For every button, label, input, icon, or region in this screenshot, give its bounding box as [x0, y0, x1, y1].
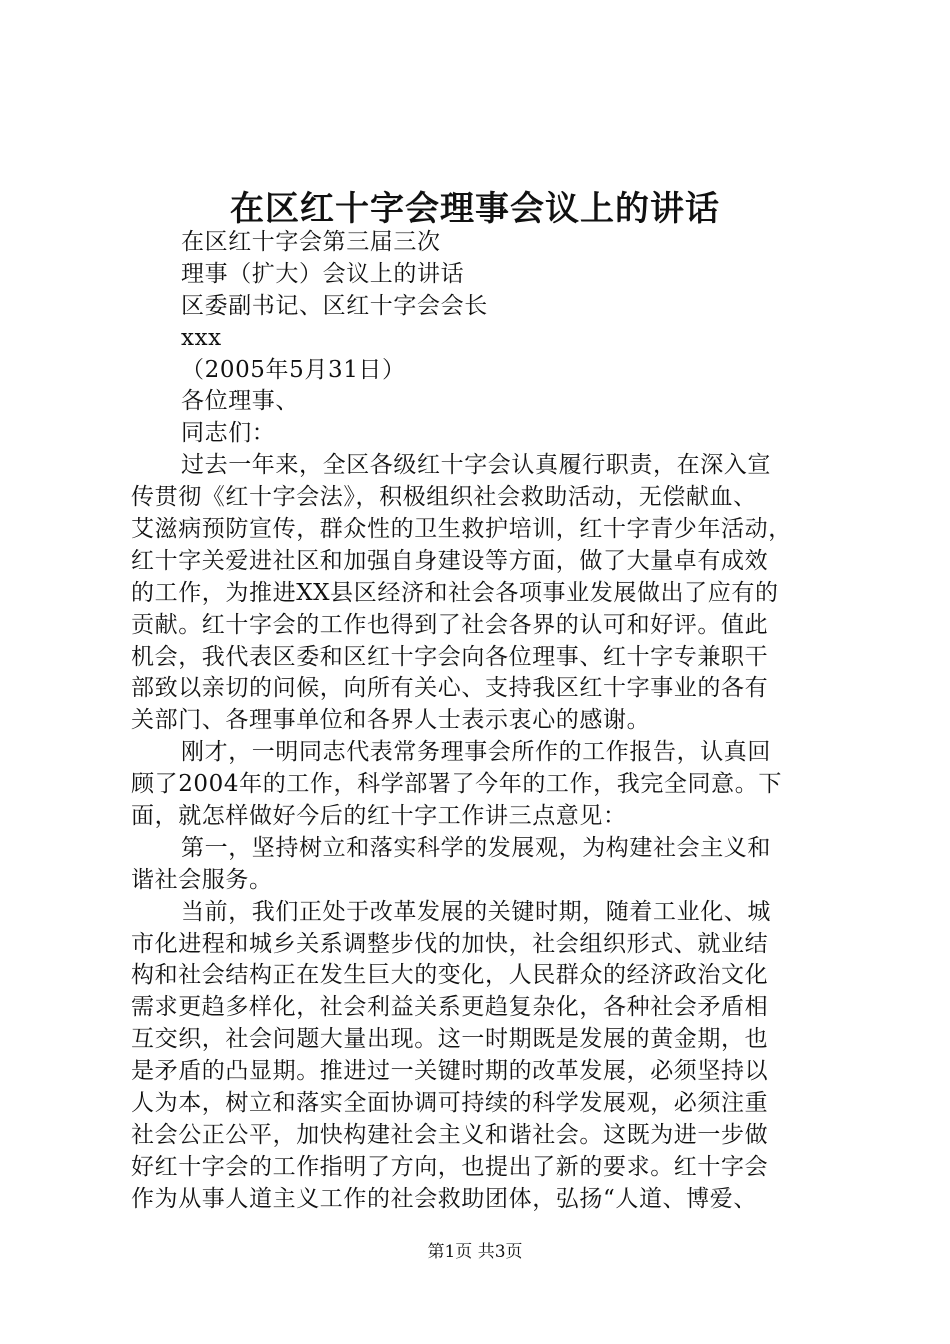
- paragraph-line: 贡献。红十字会的工作也得到了社会各界的认可和好评。值此: [131, 611, 769, 638]
- header-line: （2005年5月31日）: [181, 356, 406, 383]
- paragraph-line: 的工作，为推进XX县区经济和社会各项事业发展做出了应有的: [131, 579, 779, 606]
- header-line: 各位理事、: [181, 388, 299, 415]
- paragraph-line: 红十字关爱进社区和加强自身建设等方面，做了大量卓有成效: [131, 547, 769, 574]
- paragraph-line: 传贯彻《红十字会法》，积极组织社会救助活动，无偿献血、: [131, 484, 757, 511]
- paragraph-line: 市化进程和城乡关系调整步伐的加快，社会组织形式、就业结: [131, 930, 769, 957]
- header-line: 在区红十字会第三届三次: [181, 229, 441, 255]
- document-title: 在区红十字会理事会议上的讲话: [230, 189, 720, 229]
- header-line: 理事（扩大）会议上的讲话: [181, 260, 465, 287]
- paragraph-2: [131, 737, 831, 833]
- paragraph-line: 部致以亲切的问候，向所有关心、支持我区红十字事业的各有: [131, 675, 769, 702]
- paragraph-line: 刚才，一明同志代表常务理事会所作的工作报告，认真回: [181, 739, 771, 766]
- paragraph-line: 是矛盾的凸显期。推进过一关键时期的改革发展，必须坚持以: [131, 1058, 769, 1085]
- paragraph-line: 当前，我们正处于改革发展的关键时期，随着工业化、城: [181, 898, 771, 925]
- paragraph-line: 关部门、各理事单位和各界人士表示衷心的感谢。: [131, 707, 651, 734]
- paragraph-line: 顾了2004年的工作，科学部署了今年的工作，我完全同意。下: [131, 771, 782, 798]
- paragraph-line: 艾滋病预防宣传，群众性的卫生救护培训，红十字青少年活动，: [131, 516, 792, 543]
- paragraph-3: [131, 833, 831, 897]
- header-line: 同志们：: [181, 420, 276, 447]
- header-line: 区委副书记、区红十字会会长: [181, 292, 488, 319]
- header-block: [131, 227, 831, 450]
- paragraph-line: 需求更趋多样化，社会利益关系更趋复杂化，各种社会矛盾相: [131, 994, 769, 1021]
- paragraph-line: 机会，我代表区委和区红十字会向各位理事、红十字专兼职干: [131, 643, 769, 670]
- paragraph-line: 第一，坚持树立和落实科学的发展观，为构建社会主义和: [181, 834, 771, 861]
- paragraph-4: [131, 897, 831, 1216]
- paragraph-line: 好红十字会的工作指明了方向，也提出了新的要求。红十字会: [131, 1153, 769, 1180]
- paragraph-1: [131, 450, 831, 737]
- paragraph-line: 面，就怎样做好今后的红十字工作讲三点意见：: [131, 803, 627, 830]
- paragraph-line: 过去一年来，全区各级红十字会认真履行职责，在深入宣: [181, 452, 771, 479]
- paragraph-line: 互交织，社会问题大量出现。这一时期既是发展的黄金期，也: [131, 1026, 769, 1053]
- document-body: [131, 227, 831, 1216]
- paragraph-line: 作为从事人道主义工作的社会救助团体，弘扬“人道、博爱、: [131, 1185, 757, 1212]
- paragraph-line: 构和社会结构正在发生巨大的变化，人民群众的经济政治文化: [131, 962, 769, 989]
- header-line: xxx: [181, 324, 222, 351]
- paragraph-line: 人为本，树立和落实全面协调可持续的科学发展观，必须注重: [131, 1090, 769, 1117]
- paragraph-line: 社会公正公平，加快构建社会主义和谐社会。这既为进一步做: [131, 1121, 769, 1148]
- page-number-footer: 第1页 共3页: [427, 1242, 523, 1262]
- paragraph-line: 谐社会服务。: [131, 866, 273, 893]
